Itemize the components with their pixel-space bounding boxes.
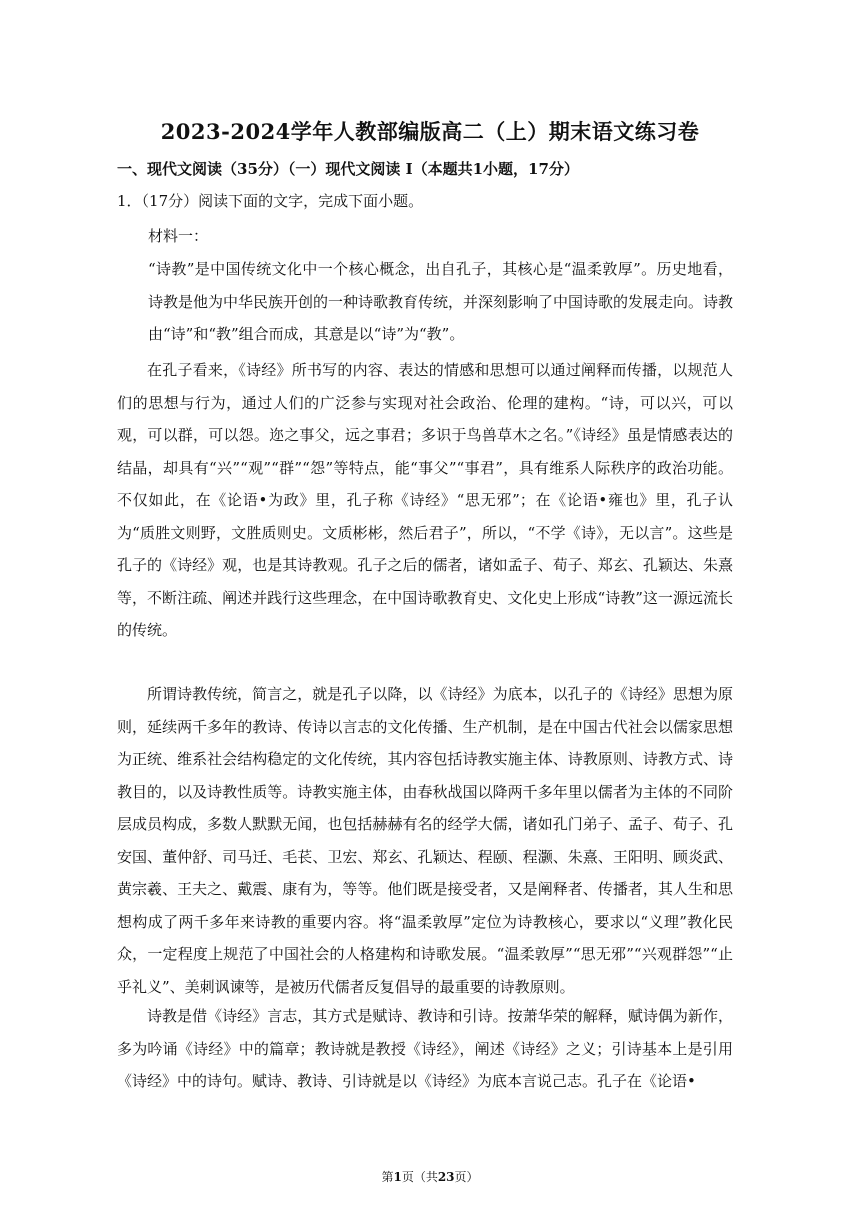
footer-suffix: 页）	[454, 1170, 479, 1184]
footer-middle: 页（共	[401, 1170, 438, 1184]
paragraph-2: 在孔子看来，《诗经》所书写的内容、表达的情感和思想可以通过阐释而传播，以规范人们的思想与行为，通过人们的广泛参与实现对社会政治、伦理的建构。“诗，可以兴，可以观，可以群，可以怨。迩之事父，远之事君；多识于鸟兽草木之名。”《诗经》虽是情感表达的结晶，却具有“兴”“观”“群”“怨”等特点，能“事父”“事君”，具有维系人际秩序的政治功能。不仅如此，在《论语•为政》里，孔子称《诗经》“思无邪”；在《论语•雍也》里，孔子认为“质胜文则野，文胜质则史。文质彬彬，然后君子”，所以，“不学《诗》，无以言”。这些是孔子的《诗经》观，也是其诗教观。孔子之后的儒者，诸如孟子、荀子、郑玄、孔颖达、朱熹等，不断注疏、阐述并践行这些理念，在中国诗歌教育史、文化史上形成“诗教”这一源远流长的传统。	[117, 361, 733, 639]
paragraph-3: 所谓诗教传统，简言之，就是孔子以降，以《诗经》为底本，以孔子的《诗经》思想为原则，延续两千多年的教诗、传诗以言志的文化传播、生产机制，是在中国古代社会以儒家思想为正统、维系社会结构稳定的文化传统，其内容包括诗教实施主体、诗教原则、诗教方式、诗教目的，以及诗教性质等。诗教实施主体，由春秋战国以降两千多年里以儒者为主体的不同阶层成员构成，多数人默默无闻，也包括赫赫有名的经学大儒，诸如孔门弟子、孟子、荀子、孔安国、董仲舒、司马迁、毛苌、卫宏、郑玄、孔颖达、程颐、程灏、朱熹、王阳明、顾炎武、黄宗羲、王夫之、戴震、康有为，等等。他们既是接受者，又是阐释者、传播者，其人生和思想构成了两千多年来诗教的重要内容。将“温柔敦厚”定位为诗教核心，要求以“义理”教化民众，一定程度上规范了中国社会的人格建构和诗歌发展。“温柔敦厚”“思无邪”“兴观群怨”“止乎礼义”、美刺讽谏等，是被历代儒者反复倡导的最重要的诗教原则。	[117, 685, 733, 996]
question-line: 1．（17分）阅读下面的文字，完成下面小题。	[117, 192, 424, 210]
paragraph-4: 诗教是借《诗经》言志，其方式是赋诗、教诗和引诗。按萧华荣的解释，赋诗偶为新作，多为吟诵《诗经》中的篇章；教诗就是教授《诗经》，阐述《诗经》之义；引诗基本上是引用《诗经》中的诗句。赋诗、教诗、引诗就是以《诗经》为底本言说己志。孔子在《论语•	[117, 1007, 733, 1090]
footer-total-pages: 23	[437, 1170, 455, 1184]
material-label: 材料一：	[148, 227, 209, 245]
section-heading: 一、现代文阅读（35分）（一）现代文阅读 I（本题共1小题，17分）	[117, 160, 579, 178]
page-title: 2023-2024学年人教部编版高二（上）期末语文练习卷	[160, 119, 700, 144]
paragraph-1: “诗教”是中国传统文化中一个核心概念，出自孔子，其核心是“温柔敦厚”。历史地看，诗教是他为中华民族开创的一种诗歌教育传统，并深刻影响了中国诗歌的发展走向。诗教由“诗”和“教”组合而成，其意是以“诗”为“教”。	[148, 260, 734, 343]
footer-page-number: 1	[393, 1170, 402, 1184]
page-footer	[0, 1168, 860, 1185]
footer-prefix: 第	[381, 1170, 394, 1184]
